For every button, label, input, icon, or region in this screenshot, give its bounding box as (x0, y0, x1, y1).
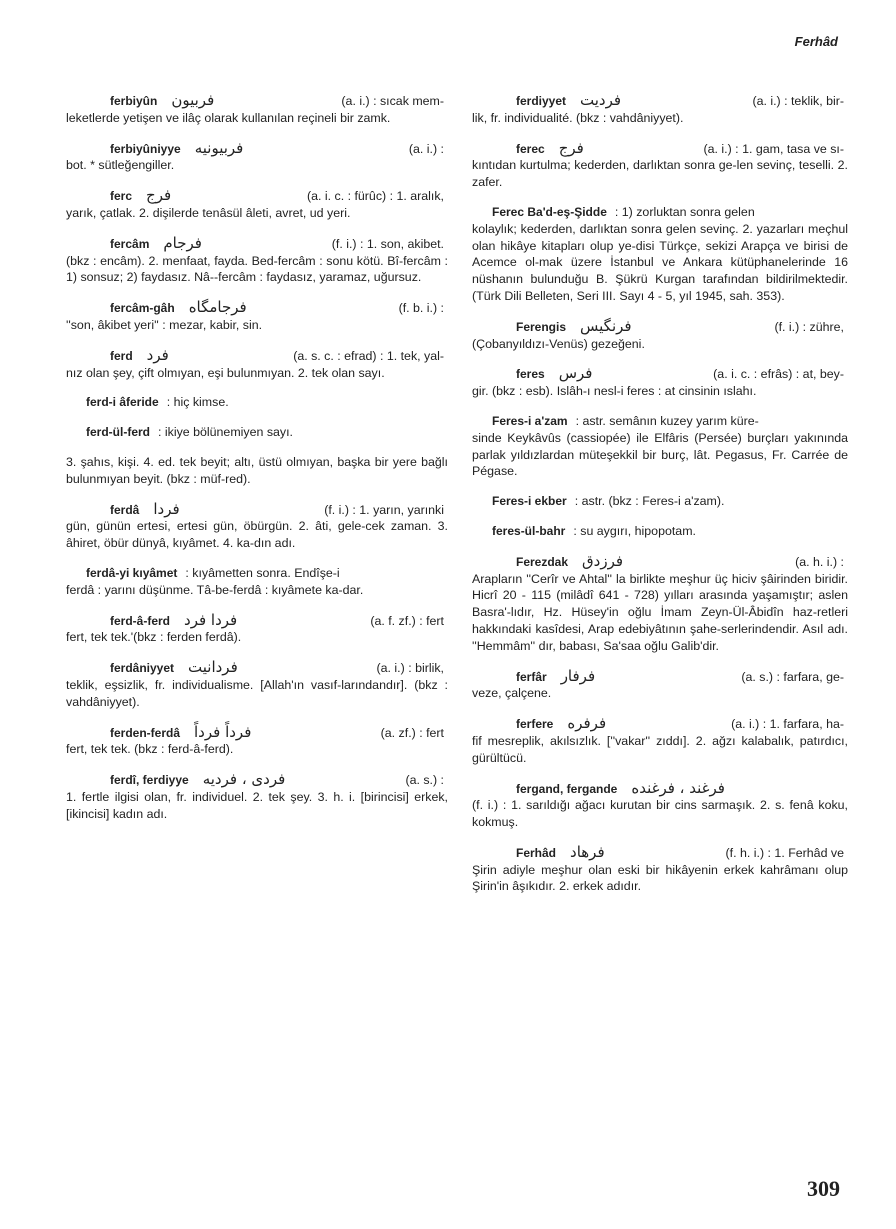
grammar-note: (a. i.) : (408, 141, 444, 156)
arabic-script: فرداً فرداً (194, 722, 252, 741)
left-column (66, 92, 448, 836)
grammar-note: (f. i.) : zühre, (774, 319, 844, 334)
arabic-script: فردا فرد (184, 610, 238, 629)
definition-text: veze, çalçene. (472, 686, 552, 701)
headword: ferbiyûn (110, 94, 158, 108)
entry-head (472, 318, 848, 336)
dictionary-entry (66, 565, 448, 599)
definition-text: leketlerde yetişen ve ilâç olarak kullanılan reçineli bir zamk. (66, 110, 391, 125)
arabic-script: فردى ، فرديه (202, 770, 286, 789)
definition-text: fert, tek tek. (bkz : ferd-â-ferd). (66, 742, 234, 757)
entry-head (472, 204, 848, 221)
headword: ferd-i âferide (86, 395, 159, 410)
grammar-note: (a. f. zf.) : fert (370, 613, 444, 628)
arabic-script: فرج (558, 138, 584, 157)
definition-text: bot. * sütleğengiller. (66, 158, 175, 173)
entry-head (66, 140, 448, 158)
grammar-note: (a. i. c. : efrâs) : at, bey- (713, 367, 844, 382)
arabic-script: فرفره (567, 714, 607, 733)
entry-head (472, 844, 848, 862)
definition-text: ferdâ : yarını düşünme. Tâ-be-ferdâ : kıyâmete ka-dar. (66, 582, 364, 597)
grammar-note: : hiç kimse. (166, 395, 229, 410)
grammar-note: (a. zf.) : fert (380, 725, 444, 740)
headword: Feres-i ekber (492, 494, 567, 509)
definition-text: lik, fr. individualité. (bkz : vahdâniyyet). (472, 110, 684, 125)
dictionary-entry (66, 454, 448, 488)
grammar-note: (a. i.) : sıcak mem- (341, 94, 444, 108)
entry-head (472, 140, 848, 158)
dictionary-entry (472, 140, 848, 191)
dictionary-entry (66, 771, 448, 822)
entry-head (66, 659, 448, 677)
headword: ferdî, ferdiyye (110, 773, 189, 788)
definition-text: 1. fertle ilgisi olan, fr. individuel. 2. tek şey. 3. h. i. [birincisi] erkek, [ikincisi] kadın adı. (66, 789, 448, 821)
entry-head (472, 668, 848, 686)
definition-text: nız olan şey, çift olmıyan, eşi bulunmıyan. 2. tek olan sayı. (66, 365, 385, 380)
headword: fergand, fergande (516, 781, 618, 796)
grammar-note: : su aygırı, hipopotam. (573, 523, 696, 538)
entry-head (66, 771, 448, 789)
headword: Ferhâd (516, 845, 557, 860)
arabic-script: فربيون (171, 91, 215, 109)
headword: Ferec Ba'd-eş-Şidde (492, 204, 607, 219)
grammar-note: (f. h. i.) : 1. Ferhâd ve (725, 845, 844, 860)
grammar-note: (a. i.) : birlik, (376, 661, 444, 676)
definition-text: teklik, eşsizlik, fr. individualisme. [Allah'ın vasıf-larındandır]. (bkz : vahdâniyyet). (66, 677, 448, 709)
dictionary-entry (66, 724, 448, 759)
dictionary-entry (472, 493, 848, 510)
headword: ferdâ (110, 502, 140, 517)
page-number: 309 (807, 1176, 840, 1201)
arabic-script: فرزدق (582, 551, 624, 570)
headword: ferd (110, 348, 133, 363)
headword: ferbiyûniyye (110, 141, 181, 156)
headword: ferdâniyyet (110, 661, 175, 676)
dictionary-entry (66, 140, 448, 175)
grammar-note: (a. h. i.) : (795, 554, 844, 569)
arabic-script: فرد (146, 345, 169, 364)
entry-head (472, 92, 848, 110)
headword: ferden-ferdâ (110, 725, 181, 740)
entry-head (66, 235, 448, 253)
dictionary-entry (472, 523, 848, 540)
page-header: Ferhâd (794, 34, 838, 49)
entry-head (472, 493, 848, 510)
entry-head (66, 501, 448, 519)
arabic-script: فرغند ، فرغنده (631, 778, 725, 797)
definition-text: fif mesreplik, akılsızlık. [''vakar'' zıddı]. 2. ağzı kalabalık, patırdıcı, gürültücü. (472, 733, 848, 765)
dictionary-entry (472, 413, 848, 480)
entry-head (66, 612, 448, 630)
dictionary-entry (66, 659, 448, 710)
entry-head (472, 553, 848, 571)
grammar-note: (a. i.) : 1. gam, tasa ve sı- (703, 141, 844, 156)
definition-text: Arapların ''Cerîr ve Ahtal'' la birlikte meşhur üç hiciv şâirinden biridir. Hicrî 20 - 115 (milâdî 641 - 728) yılları arasında yaşamıştır; aslen Basra'-lıdır, Hz. Hüsey'in oğlu İmam Zeyn-Ül-Âbidîn haz-retleri hakkındaki kasîdesi, Arap edebiyâtının şahe-serlerindendir. Asıl adı. ''Hemmâm'' dır, babası, Sa'saa oğlu Galib'dir. (472, 571, 848, 653)
headword: fercâm (110, 236, 150, 251)
entry-head (66, 394, 448, 411)
arabic-script: فرجامگاه (188, 298, 247, 317)
dictionary-entry (472, 553, 848, 655)
definition-text: ''son, âkibet yeri'' : mezar, kabir, sin. (66, 317, 263, 332)
dictionary-entry (66, 92, 448, 127)
entry-head (66, 187, 448, 205)
dictionary-entry (66, 394, 448, 411)
dictionary-entry (66, 424, 448, 441)
entry-head (472, 413, 848, 430)
headword: Ferengis (516, 319, 567, 334)
headword: ferd-ül-ferd (86, 425, 150, 440)
dictionary-entry (472, 780, 848, 831)
headword: Ferezdak (516, 554, 569, 569)
definition-text: kıntıdan kurtulma; kederden, darlıktan sonra ge-len sevinç, teselli. 2. zafer. (472, 158, 848, 190)
grammar-note: (a. s. c. : efrad) : 1. tek, yal- (293, 348, 444, 363)
dictionary-entry (66, 501, 448, 552)
arabic-script: فرديت (580, 91, 622, 109)
dictionary-entry (472, 715, 848, 766)
grammar-note: (f. i.) : 1. yarın, yarınki (324, 502, 444, 517)
dictionary-entry (472, 668, 848, 703)
dictionary-entry (472, 844, 848, 895)
grammar-note: (a. i. c. : fürûc) : 1. aralık, (306, 189, 444, 204)
entry-head (472, 523, 848, 540)
headword: ferfere (516, 717, 554, 732)
arabic-script: فرج (146, 186, 172, 205)
definition-text: Şirin adiyle meşhur olan eski bir hikâyenin erkek kahrâmanı olup Şirin'in âşıkıdır. 2. erkek adıdır. (472, 862, 848, 894)
definition-text: (bkz : encâm). 2. menfaat, fayda. Bed-fercâm : sonu kötü. Bî-fercâm : 1) sonsuz; 2) faydasız. Nâ--fercâm : faydasız, yaramaz, uğursuz. (66, 253, 448, 285)
headword: Feres-i a'zam (492, 413, 568, 428)
grammar-note: (a. s.) : farfara, ge- (741, 669, 844, 684)
definition-text: 3. şahıs, kişi. 4. ed. tek beyit; altı, üstü olmıyan, başka bir yere bağlı bulunmıyan beyit. (bkz : müf-red). (66, 454, 448, 486)
arabic-script: فرنگيس (580, 316, 632, 335)
entry-head (66, 724, 448, 742)
dictionary-entry (66, 612, 448, 647)
dictionary-entry (66, 235, 448, 286)
entry-head (66, 92, 448, 110)
headword: ferc (110, 189, 133, 204)
grammar-note: (a. s.) : (405, 773, 444, 788)
definition-text: yarık, çatlak. 2. dişilerde tenâsül âleti, avret, ud yeri. (66, 205, 351, 220)
definition-text: kolaylık; kederden, darlıktan sonra gelen sevinç. 2. yazarları meçhul olan hikâye kitapları olup ye-disi Türkçe, sekizi Arapça ve birisi de Acemce ol-mak üzere İstanbul ve Ankara kütüphanelerinde 16 nüshanın bulunduğu B. Şükrü Kurgan tarafından bildirilmektedir. (Türk Dili Belleten, Seri III. Sayı 4 - 5, yıl 1945, sah. 353). (472, 221, 848, 303)
headword: ferdiyyet (516, 94, 567, 108)
entry-head (66, 565, 448, 582)
grammar-note: : astr. semânın kuzey yarım küre- (575, 413, 759, 428)
headword: feres-ül-bahr (492, 523, 566, 538)
grammar-note: : 1) zorluktan sonra gelen (614, 204, 755, 219)
grammar-note: (f. i.) : 1. son, akibet. (331, 236, 444, 251)
grammar-note: : ikiye bölünemiyen sayı. (158, 425, 293, 440)
dictionary-entry (66, 187, 448, 222)
grammar-note: (f. b. i.) : (398, 301, 444, 316)
headword: ferfâr (516, 669, 547, 684)
definition-text: gir. (bkz : esb). Islâh-ı nesl-i feres : at cinsinin ıslahı. (472, 384, 757, 399)
headword: feres (516, 367, 545, 382)
arabic-script: فرفار (560, 666, 596, 685)
entry-head (472, 365, 848, 383)
dictionary-entry (66, 299, 448, 334)
dictionary-entry (66, 347, 448, 382)
headword: ferd-â-ferd (110, 613, 171, 628)
definition-text: fert, tek tek.'(bkz : ferden ferdâ). (66, 630, 242, 645)
entry-head (66, 424, 448, 441)
grammar-note: (a. i.) : teklik, bir- (752, 94, 844, 108)
entry-head (472, 715, 848, 733)
right-column (472, 92, 848, 908)
dictionary-entry (472, 204, 848, 305)
headword: ferdâ-yi kıyâmet (86, 565, 178, 580)
dictionary-entry (472, 92, 848, 127)
headword: ferec (516, 141, 545, 156)
dictionary-entry (472, 365, 848, 400)
arabic-script: فرهاد (570, 842, 605, 861)
arabic-script: فرس (558, 364, 593, 383)
dictionary-entry (472, 318, 848, 353)
definition-text: gün, günün ertesi, ertesi gün, öbürgün. 2. âti, gele-cek zaman. 3. âhiret, öbür dünyâ, kıyâmet. 4. ka-dın adı. (66, 519, 448, 551)
arabic-script: فرجام (163, 233, 202, 252)
grammar-note: : astr. (bkz : Feres-i a'zam). (574, 494, 725, 509)
arabic-script: فردانيت (188, 658, 238, 677)
arabic-script: فردا (153, 499, 180, 518)
entry-head (66, 347, 448, 365)
definition-text: (Çobanyıldızı-Venüs) gezeğeni. (472, 336, 645, 351)
arabic-script: فربيونيه (194, 138, 244, 157)
definition-text: sinde Keykâvûs (cassiopée) ile Elfâris (Persée) burçları yakınında parlak yıldızlardan müteşekkil bir burç, lât. Pegasus, Fr. Carrée de Pégase. (472, 430, 848, 479)
grammar-note: : kıyâmetten sonra. Endîşe-i (185, 565, 340, 580)
entry-head (66, 299, 448, 317)
grammar-note: (a. i.) : 1. farfara, ha- (731, 717, 844, 732)
headword: fercâm-gâh (110, 301, 175, 316)
entry-head (472, 780, 848, 798)
definition-text: (f. i.) : 1. sarıldığı ağacı kurutan bir cins sarmaşık. 2. s. fenâ koku, kokmuş. (472, 798, 848, 830)
